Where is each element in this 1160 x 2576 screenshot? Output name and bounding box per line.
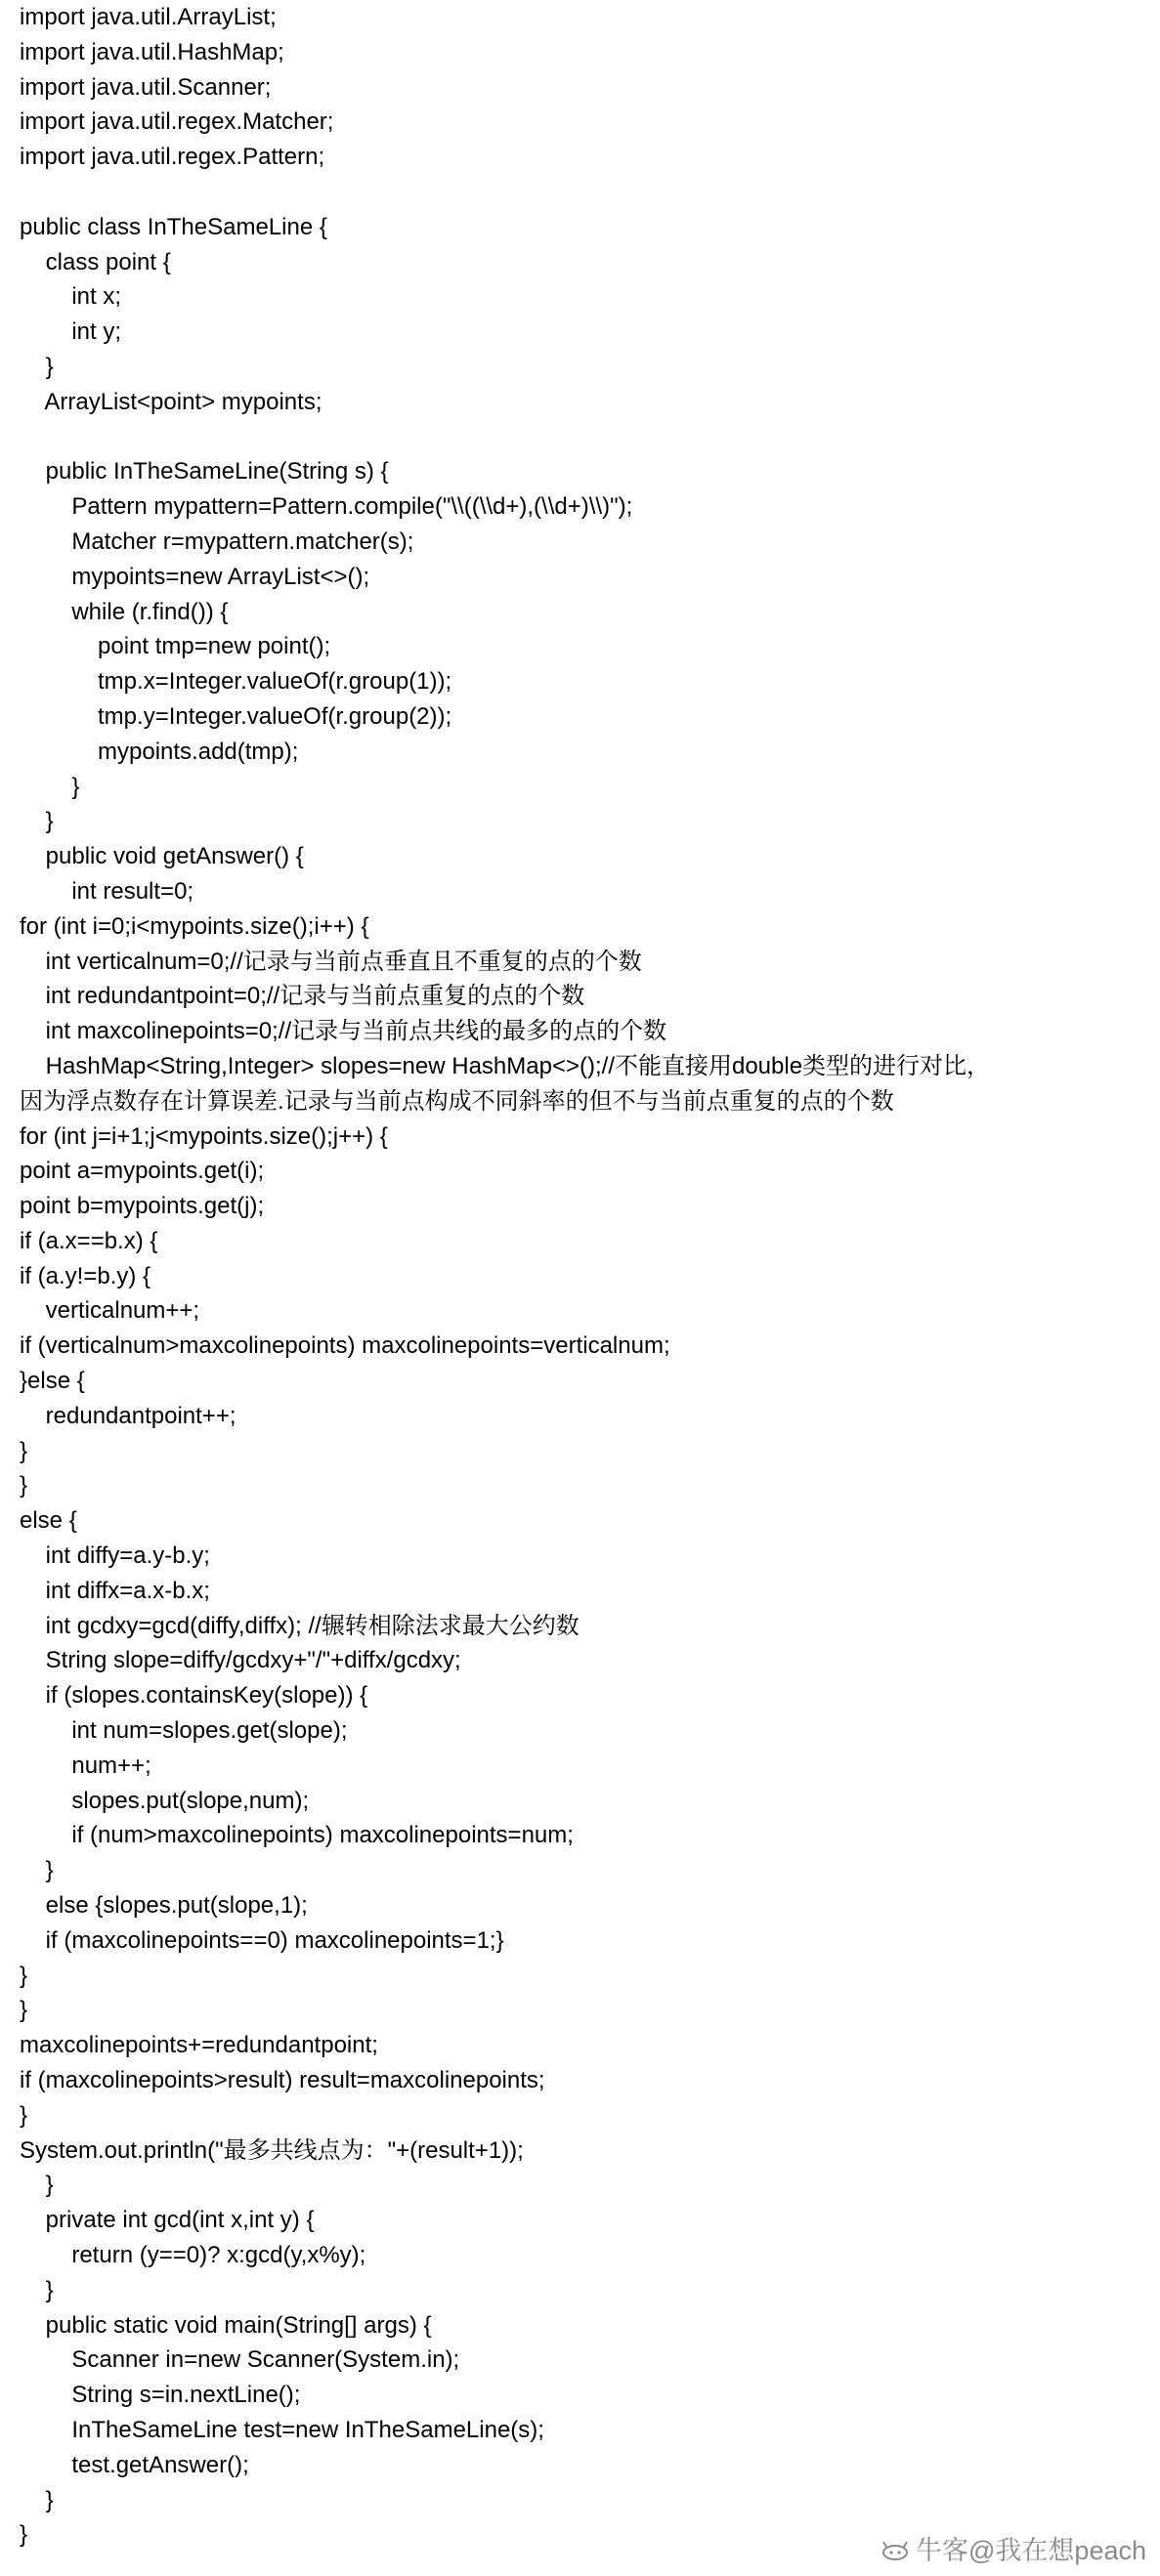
code-line: test.getAnswer(); [20,2451,249,2478]
code-line: public InTheSameLine(String s) { [20,458,389,486]
code-line: while (r.find()) { [20,598,229,625]
code-line: private int gcd(int x,int y) { [20,2207,315,2234]
code-line [20,420,1153,455]
watermark-text: 牛客@我在想peach [916,2536,1146,2565]
code-line: } [20,1437,28,1464]
code-line: if (a.y!=b.y) { [20,1262,151,1289]
code-line: redundantpoint++; [20,1402,236,1429]
code-line: else { [20,1507,77,1535]
code-line: if (verticalnum>maxcolinepoints) maxcolinepoints=verticalnum; [20,1332,670,1360]
code-line: num++; [20,1752,151,1779]
code-line: } [20,2521,28,2549]
code-line: } [20,353,54,380]
code-line: String s=in.nextLine(); [20,2382,301,2409]
code-line: } [20,2101,28,2129]
code-line: System.out.println("最多共线点为："+(result+1)); [20,2136,524,2164]
code-line: int x; [20,283,122,311]
code-line: int diffx=a.x-b.x; [20,1577,210,1604]
code-line: } [20,1857,54,1884]
code-line: verticalnum++; [20,1297,200,1325]
code-line: if (slopes.containsKey(slope)) { [20,1682,368,1710]
code-line: point b=mypoints.get(j); [20,1193,265,1220]
code-line: Matcher r=mypattern.matcher(s); [20,528,414,555]
code-line: int num=slopes.get(slope); [20,1717,348,1745]
code-line: tmp.y=Integer.valueOf(r.group(2)); [20,702,452,730]
code-line: if (maxcolinepoints>result) result=maxcolinepoints; [20,2067,545,2094]
code-line: public void getAnswer() { [20,843,304,870]
code-line [20,175,1153,210]
code-line: Scanner in=new Scanner(System.in); [20,2346,460,2374]
code-line: import java.util.Scanner; [20,73,272,101]
watermark [881,2531,1146,2570]
code-line: for (int i=0;i<mypoints.size();i++) { [20,912,369,940]
code-line: } [20,1472,28,1499]
code-block [20,0,1153,2553]
code-line: int verticalnum=0;//记录与当前点垂直且不重复的点的个数 [20,948,642,975]
code-line: HashMap<String,Integer> slopes=new HashMap<>();//不能直接用double类型的进行对比， [20,1052,991,1079]
code-line: } [20,2486,54,2513]
code-line: } [20,1962,28,1989]
code-line: if (num>maxcolinepoints) maxcolinepoints=num; [20,1822,574,1849]
code-line: int diffy=a.y-b.y; [20,1542,210,1570]
code-line: int redundantpoint=0;//记录与当前点重复的点的个数 [20,983,585,1010]
code-line: point tmp=new point(); [20,633,331,660]
code-line: public static void main(String[] args) { [20,2311,432,2339]
code-line: maxcolinepoints+=redundantpoint; [20,2032,378,2059]
code-line: } [20,1997,28,2024]
code-line: int y; [20,318,122,346]
code-line: if (maxcolinepoints==0) maxcolinepoints=1;} [20,1926,504,1954]
code-line: int result=0; [20,877,194,905]
code-line: } [20,2276,54,2303]
code-line: mypoints.add(tmp); [20,738,299,765]
code-line: else {slopes.put(slope,1); [20,1892,308,1920]
code-line: import java.util.ArrayList; [20,4,277,30]
code-line: 因为浮点数存在计算误差.记录与当前点构成不同斜率的但不与当前点重复的点的个数 [20,1087,894,1115]
code-line: ArrayList<point> mypoints; [20,388,322,415]
code-line: Pattern mypattern=Pattern.compile("\\((\\d+),(\\d+)\\)"); [20,493,633,521]
code-line: import java.util.regex.Matcher; [20,108,334,136]
code-line: } [20,808,54,835]
code-line: String slope=diffy/gcdxy+"/"+diffx/gcdxy; [20,1647,461,1674]
code-line: } [20,2172,54,2199]
code-line: for (int j=i+1;j<mypoints.size();j++) { [20,1122,388,1150]
code-line: }else { [20,1368,85,1395]
code-line: InTheSameLine test=new InTheSameLine(s); [20,2416,544,2443]
code-line: slopes.put(slope,num); [20,1787,310,1814]
code-line: int gcdxy=gcd(diffy,diffx); //辗转相除法求最大公约数 [20,1612,580,1639]
code-line: } [20,773,80,800]
code-line: mypoints=new ArrayList<>(); [20,563,370,590]
code-line: import java.util.HashMap; [20,38,284,65]
code-line: if (a.x==b.x) { [20,1227,158,1254]
code-line: return (y==0)? x:gcd(y,x%y); [20,2242,366,2268]
code-line: class point { [20,248,171,275]
code-line: point a=mypoints.get(i); [20,1158,265,1185]
nowcoder-logo-icon [881,2533,910,2572]
code-line: public class InTheSameLine { [20,213,327,240]
code-line: import java.util.regex.Pattern; [20,144,325,171]
code-line: int maxcolinepoints=0;//记录与当前点共线的最多的点的个数 [20,1018,667,1045]
code-line: tmp.x=Integer.valueOf(r.group(1)); [20,668,452,696]
